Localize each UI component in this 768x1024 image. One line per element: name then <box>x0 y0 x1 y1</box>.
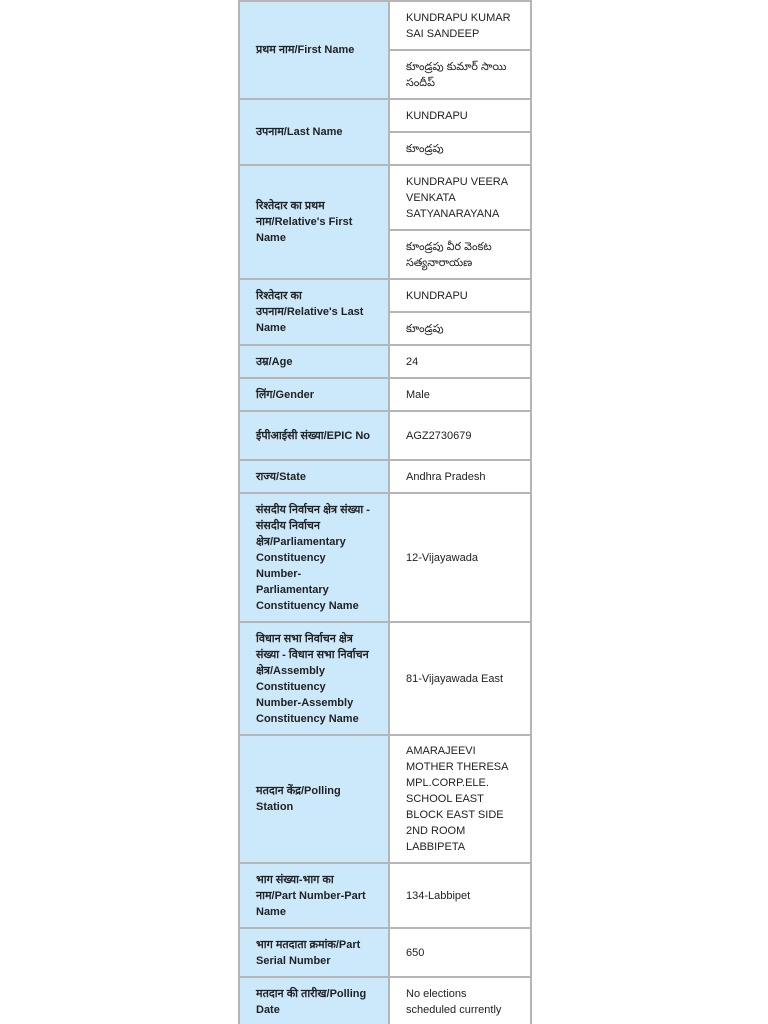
row-part-serial-number <box>239 928 531 977</box>
row-assembly-constituency <box>239 622 531 735</box>
row-relative-first-name <box>239 165 531 230</box>
epic-no-value: AGZ2730679 <box>389 411 531 460</box>
last-name-telugu: కూండ్రపు <box>389 132 531 165</box>
parliamentary-constituency-label: संसदीय निर्वाचन क्षेत्र संख्या - संसदीय निर्वाचन क्षेत्र/Parliamentary Constituency Number-Parliamentary Constituency Name <box>239 493 389 622</box>
polling-date-label: मतदान की तारीख/Polling Date <box>239 977 389 1024</box>
first-name-label: प्रथम नाम/First Name <box>239 1 389 99</box>
row-epic-no <box>239 411 531 460</box>
relative-last-name-english: KUNDRAPU <box>389 279 531 312</box>
row-polling-station <box>239 735 531 863</box>
epic-no-label: ईपीआईसी संख्या/EPIC No <box>239 411 389 460</box>
polling-station-label: मतदान केंद्र/Polling Station <box>239 735 389 863</box>
relative-first-name-telugu: కూండ్రపు వీర వెంకట సత్యనారాయణ <box>389 230 531 279</box>
first-name-english: KUNDRAPU KUMAR SAI SANDEEP <box>389 1 531 50</box>
row-part-number-name <box>239 863 531 928</box>
gender-label: लिंग/Gender <box>239 378 389 411</box>
part-serial-number-value: 650 <box>389 928 531 977</box>
parliamentary-constituency-value: 12-Vijayawada <box>389 493 531 622</box>
row-polling-date <box>239 977 531 1024</box>
relative-first-name-label: रिश्तेदार का प्रथम नाम/Relative's First Name <box>239 165 389 279</box>
row-first-name <box>239 1 531 50</box>
row-relative-last-name <box>239 279 531 312</box>
relative-first-name-english: KUNDRAPU VEERA VENKATA SATYANARAYANA <box>389 165 531 230</box>
last-name-label: उपनाम/Last Name <box>239 99 389 165</box>
part-number-name-value: 134-Labbipet <box>389 863 531 928</box>
voter-details-table <box>238 0 532 1024</box>
age-value: 24 <box>389 345 531 378</box>
age-label: उम्र/Age <box>239 345 389 378</box>
polling-station-value: AMARAJEEVI MOTHER THERESA MPL.CORP.ELE. SCHOOL EAST BLOCK EAST SIDE 2ND ROOM LABBIPETA <box>389 735 531 863</box>
row-parliamentary-constituency <box>239 493 531 622</box>
relative-last-name-label: रिश्तेदार का उपनाम/Relative's Last Name <box>239 279 389 345</box>
assembly-constituency-label: विधान सभा निर्वाचन क्षेत्र संख्या - विधान सभा निर्वाचन क्षेत्र/Assembly Constituency Number-Assembly Constituency Name <box>239 622 389 735</box>
part-serial-number-label: भाग मतदाता क्रमांक/Part Serial Number <box>239 928 389 977</box>
assembly-constituency-value: 81-Vijayawada East <box>389 622 531 735</box>
polling-date-value: No elections scheduled currently <box>389 977 531 1024</box>
last-name-english: KUNDRAPU <box>389 99 531 132</box>
row-age <box>239 345 531 378</box>
row-last-name <box>239 99 531 132</box>
part-number-name-label: भाग संख्या-भाग का नाम/Part Number-Part Name <box>239 863 389 928</box>
row-gender <box>239 378 531 411</box>
state-value: Andhra Pradesh <box>389 460 531 493</box>
gender-value: Male <box>389 378 531 411</box>
state-label: राज्य/State <box>239 460 389 493</box>
row-state <box>239 460 531 493</box>
first-name-telugu: కూండ్రపు కుమార్ సాయి సందీప్ <box>389 50 531 99</box>
relative-last-name-telugu: కూండ్రపు <box>389 312 531 345</box>
